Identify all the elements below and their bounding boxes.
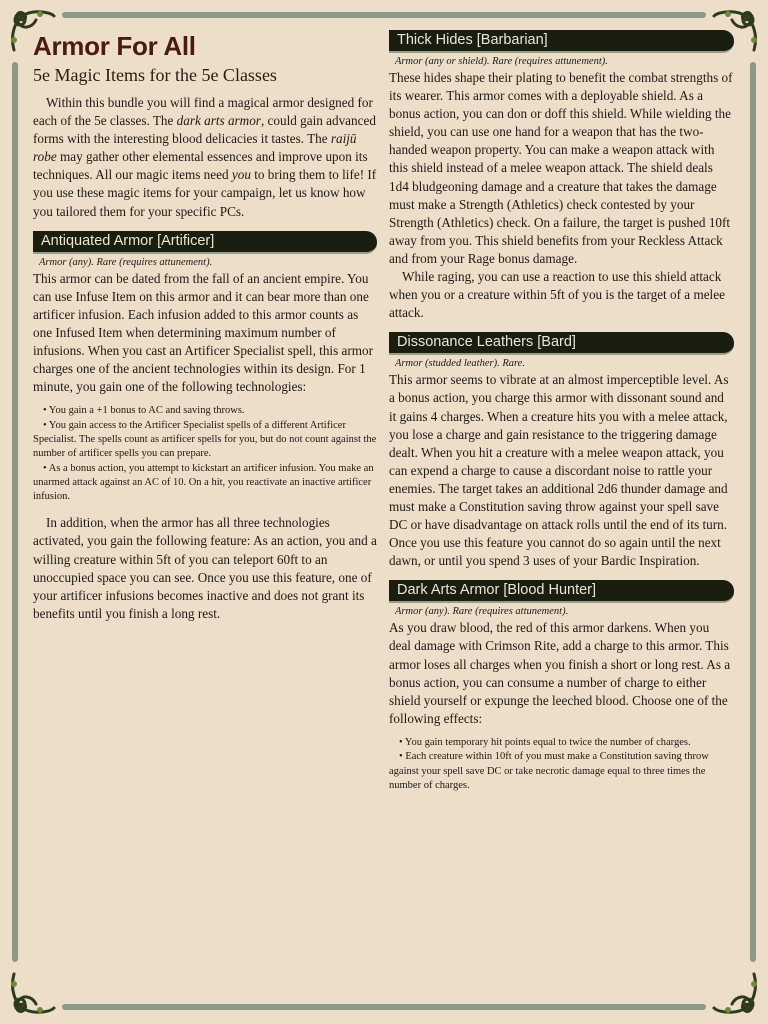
list-item: • You gain access to the Artificer Specialist spells of a different Artificer Specialist. The spells count as artificer spells for you, but do not count against the number of artificer spells you can prepare.	[33, 419, 377, 462]
effect-list	[389, 736, 734, 793]
intro-emphasis: raijū robe	[33, 131, 357, 165]
item-description: As you draw blood, the red of this armor darkens. When you deal damage with Crimson Rite, add a charge to this armor. This armor loses all charges when you finish a short or long rest. As a bonus action, you can consume a number of charge to either shield yourself or expunge the leeched blood. Choose one of the following effects:	[389, 620, 731, 726]
intro-emphasis: dark arts armor	[176, 113, 261, 129]
right-column	[389, 30, 734, 803]
list-item: • As a bonus action, you attempt to kickstart an artificer infusion. You make an unarmed attack against an AC of 10. On a hit, you reactivate an inactive artificer infusion.	[33, 462, 377, 505]
item-meta: Armor (any). Rare (requires attunement).	[39, 256, 213, 268]
technology-list	[33, 404, 377, 504]
intro-text: Within this bundle you will find a magical armor designed for each of the 5e classes. The	[33, 95, 373, 129]
corner-ornament-icon	[6, 966, 58, 1018]
left-column	[33, 30, 377, 623]
intro-text: to bring them to life! If you use these magic items for your campaign, let us know how you tailored them for your specific PCs.	[33, 167, 377, 219]
item-description: In addition, when the armor has all three technologies activated, you gain the following feature: As an action, you and a willing creature within 5ft of you can teleport 60ft to an unoccupied space you can see. Once you use this feature, one of your artificer infusions becomes inactive and does not grant its benefits until you finish a long rest.	[33, 515, 377, 621]
item-meta: Armor (any). Rare (requires attunement).	[395, 606, 569, 618]
list-item: • You gain temporary hit points equal to twice the number of charges.	[389, 736, 734, 750]
item-meta: Armor (studded leather). Rare.	[395, 358, 525, 370]
intro-text: may gather other elemental essences and improve upon its techniques. All our magic items need	[33, 149, 368, 183]
section-heading-thick-hides: Thick Hides [Barbarian]	[389, 30, 734, 53]
corner-ornament-icon	[710, 966, 762, 1018]
page-title: Armor For All	[33, 31, 196, 61]
left-border	[12, 62, 18, 962]
right-border	[750, 62, 756, 962]
item-description: While raging, you can use a reaction to use this shield attack when you or a creature within 5ft of you is the target of a melee attack.	[389, 269, 725, 321]
section-heading-antiquated-armor: Antiquated Armor [Artificer]	[33, 231, 377, 254]
section-heading-dissonance-leathers: Dissonance Leathers [Bard]	[389, 332, 734, 355]
list-item: • Each creature within 10ft of you must make a Constitution saving throw against your spell save DC or take necrotic damage equal to three times the number of charges.	[389, 750, 734, 793]
list-item: • You gain a +1 bonus to AC and saving throws.	[33, 404, 377, 418]
bottom-border	[62, 1004, 706, 1010]
top-border	[62, 12, 706, 18]
section-heading-dark-arts-armor: Dark Arts Armor [Blood Hunter]	[389, 580, 734, 603]
intro-emphasis: you	[231, 167, 251, 183]
page-subtitle: 5e Magic Items for the 5e Classes	[33, 65, 277, 85]
intro-text: , could gain advanced forms with the interesting blood delicacies it tastes. The	[33, 113, 376, 147]
intro-paragraph	[33, 94, 377, 221]
item-description: This armor can be dated from the fall of an ancient empire. You can use Infuse Item on this armor and it can bear more than one artificer infusion. Each infusion added to this armor counts as one Infused Item when determining maximum number of infusions. When you cast an Artificer Specialist spell, this armor charges one of the ancient technologies within its design. For 1 minute, you gain one of the following technologies:	[33, 270, 373, 395]
item-description: These hides shape their plating to benefit the combat strengths of its wearer. This armor comes with a deployable shield. As a bonus action, you can don or doff this shield. While wielding the shield, you can use one hand for a weapon that has the two-handed weapon property. You can make a weapon attack with this shield instead of a melee weapon attack. The shield deals 1d4 bludgeoning damage and a creature that takes the damage must make a Strength (Athletics) check contested by your Strength (Athletics) check. On a failure, the target is pushed 10ft away from you. This shield benefits from your Reckless Attack and from your Rage bonus damage.	[389, 70, 733, 266]
item-description: This armor seems to vibrate at an almost imperceptible level. As a bonus action, you charge this armor with dissonant sound and it gains 4 charges. When a creature hits you with a melee attack, you lose a charge and gain resistance to the triggering damage dealt. When you hit a creature with a melee weapon attack, you can expend a charge to cause a discordant noise to rattle your enemies. The target takes an additional 2d6 thunder damage and must make a Constitution saving throw against your spell save DC or have disadvantage on attack rolls until the end of its turn. Once you use this feature you cannot do so again until the next dawn, or until you spend 3 uses of your Bardic Inspiration.	[389, 372, 729, 569]
item-meta: Armor (any or shield). Rare (requires attunement).	[395, 56, 608, 67]
